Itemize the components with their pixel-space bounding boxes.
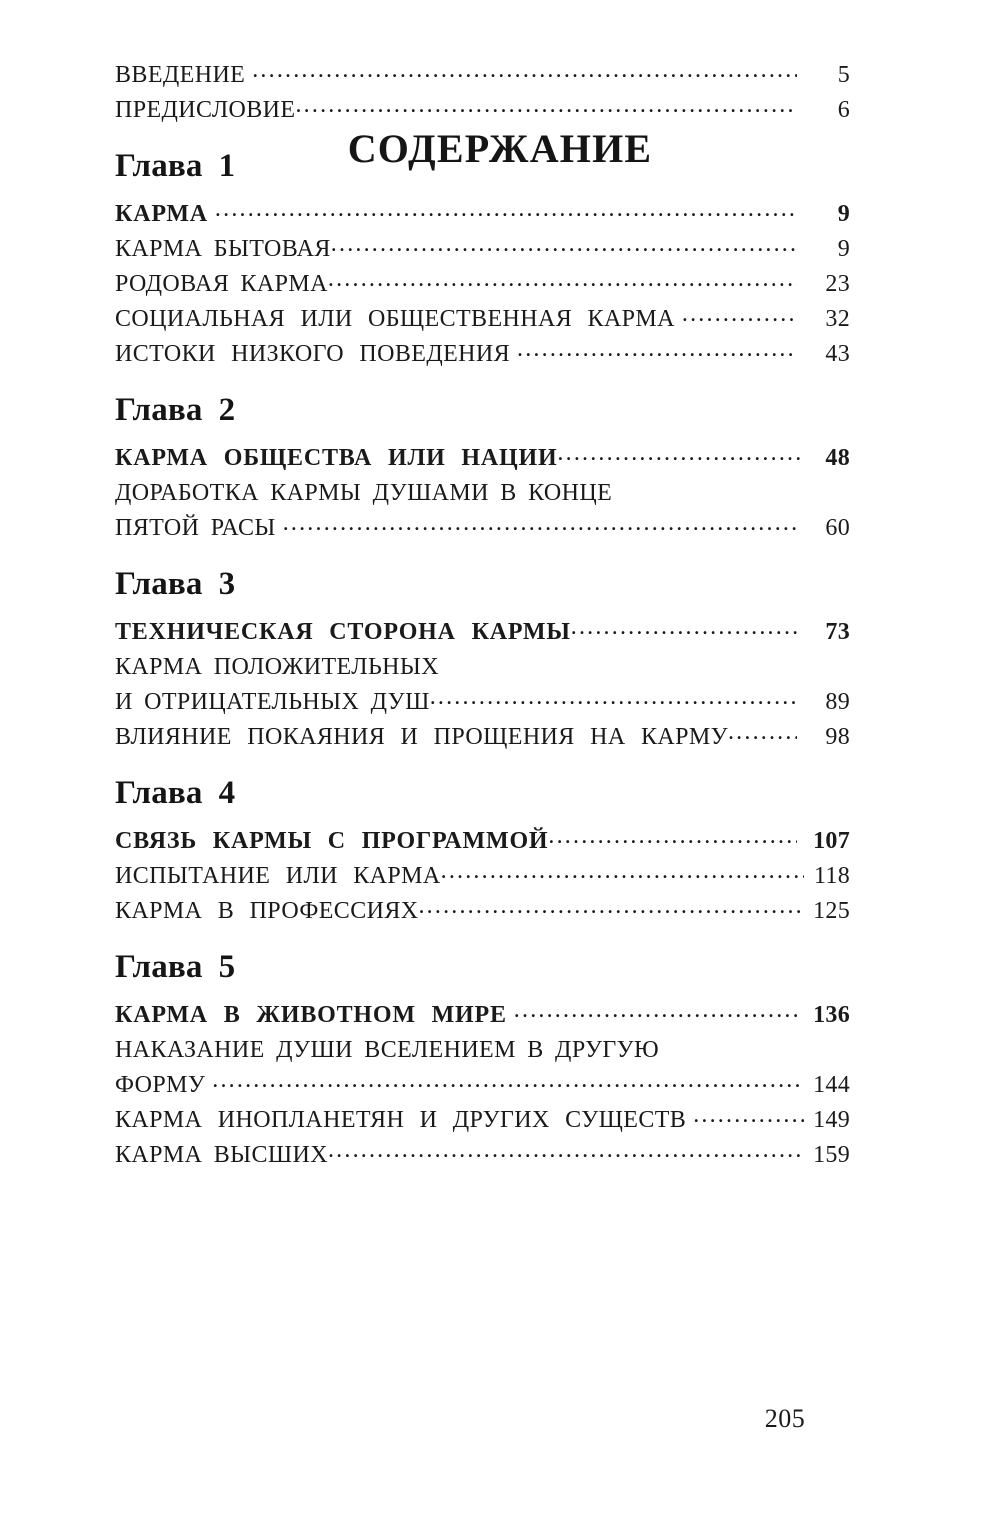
toc-entry[interactable] [115,337,850,372]
toc-dot-leader [693,1103,804,1127]
toc-entry[interactable] [115,1138,850,1173]
toc-entry[interactable] [115,824,850,859]
toc-entry[interactable] [115,197,850,232]
toc-dot-leader [215,197,797,221]
toc-entry-front-matter[interactable] [115,58,850,93]
toc-entry-page-number: 118 [813,863,850,889]
toc-entry-label: КАРМА ВЫСШИХ [115,1142,328,1168]
chapter-heading-number: 2 [218,392,236,428]
chapter-heading-word: Глава [115,148,203,184]
toc-dot-leader [548,824,797,848]
toc-entry-continuation [115,476,850,511]
toc-dot-leader [517,337,797,361]
page-title: СОДЕРЖАНИЕ [347,126,653,171]
chapter-heading-word: Глава [115,392,203,428]
toc-entry[interactable] [115,1068,850,1103]
toc-dot-leader [283,511,797,535]
toc-entry-label: ИСПЫТАНИЕ ИЛИ КАРМА [115,863,441,889]
toc-entry[interactable] [115,302,850,337]
chapter-heading [115,777,850,810]
page-folio [0,1404,1000,1434]
toc-entry-page-number: 48 [825,445,850,471]
chapter-heading-number: 5 [218,949,236,985]
toc-entry-label: ПРЕДИСЛОВИЕ [115,97,296,123]
toc-dot-leader [212,1068,804,1092]
toc-entry-label: КАРМА [115,201,208,227]
toc-entry-page-number: 107 [813,828,850,854]
toc-entry-page-number: 136 [813,1002,850,1028]
chapter-list [115,150,850,1173]
toc-entry-page-number: 9 [837,201,850,227]
toc-entry[interactable] [115,1103,850,1138]
toc-entry-label: ИСТОКИ НИЗКОГО ПОВЕДЕНИЯ [115,341,511,367]
toc-entry-page-number: 5 [837,62,850,88]
toc-entry-page-number: 9 [837,236,850,262]
toc-content [115,0,850,1173]
chapter-heading [115,568,850,601]
toc-entry[interactable] [115,720,850,755]
toc-entry-page-number: 149 [813,1107,850,1133]
chapter-heading-number: 1 [218,148,236,184]
chapter-heading [115,951,850,984]
toc-entry-label: РОДОВАЯ КАРМА [115,271,328,297]
toc-entry-label: ВЛИЯНИЕ ПОКАЯНИЯ И ПРОЩЕНИЯ НА КАРМУ [115,724,728,750]
toc-dot-leader [418,894,804,918]
chapter-heading-number: 3 [218,566,236,602]
toc-entry-label: НАКАЗАНИЕ ДУШИ ВСЕЛЕНИЕМ В ДРУГУЮ [115,1037,660,1063]
toc-entry-label: КАРМА ОБЩЕСТВА ИЛИ НАЦИИ [115,445,558,471]
toc-entry-label: СОЦИАЛЬНАЯ ИЛИ ОБЩЕСТВЕННАЯ КАРМА [115,306,675,332]
toc-entry[interactable] [115,511,850,546]
toc-dot-leader [430,685,797,709]
toc-entry[interactable] [115,232,850,267]
toc-entry-label: СВЯЗЬ КАРМЫ С ПРОГРАММОЙ [115,828,549,854]
chapter-heading [115,150,850,183]
toc-entry-page-number: 43 [825,341,850,367]
toc-entry[interactable] [115,615,850,650]
chapter-heading [115,394,850,427]
toc-entry-label: КАРМА БЫТОВАЯ [115,236,331,262]
toc-dot-leader [331,232,797,256]
toc-entry-label: КАРМА В ПРОФЕССИЯХ [115,898,419,924]
toc-entry[interactable] [115,894,850,929]
toc-entry-label: И ОТРИЦАТЕЛЬНЫХ ДУШ [115,689,430,715]
toc-dot-leader [728,720,797,744]
toc-entry-page-number: 98 [825,724,850,750]
toc-dot-leader [682,302,797,326]
toc-entry-label: ТЕХНИЧЕСКАЯ СТОРОНА КАРМЫ [115,619,571,645]
toc-entry-continuation [115,1033,850,1068]
toc-entry-page-number: 159 [813,1142,850,1168]
toc-entry[interactable] [115,859,850,894]
toc-entry-label: ДОРАБОТКА КАРМЫ ДУШАМИ В КОНЦЕ [115,480,613,506]
toc-entry-page-number: 73 [825,619,850,645]
toc-entry-front-matter[interactable] [115,93,850,128]
front-matter-list [115,58,850,128]
toc-entry-label: КАРМА ИНОПЛАНЕТЯН И ДРУГИХ СУЩЕСТВ [115,1107,687,1133]
toc-entry-page-number: 60 [825,515,850,541]
toc-entry-continuation [115,650,850,685]
toc-entry-page-number: 23 [825,271,850,297]
toc-dot-leader [571,615,797,639]
toc-entry[interactable] [115,685,850,720]
toc-entry[interactable] [115,998,850,1033]
chapter-heading-number: 4 [218,775,236,811]
toc-dot-leader [295,93,797,117]
toc-entry-label: КАРМА В ЖИВОТНОМ МИРЕ [115,1002,507,1028]
toc-dot-leader [328,267,797,291]
toc-dot-leader [441,859,804,883]
toc-entry-label: ВВЕДЕНИЕ [115,62,246,88]
toc-dot-leader [514,998,797,1022]
toc-entry-page-number: 32 [825,306,850,332]
folio-number: 205 [764,1404,806,1433]
toc-entry-label: ПЯТОЙ РАСЫ [115,515,276,541]
toc-entry-page-number: 125 [813,898,850,924]
toc-dot-leader [557,441,804,465]
chapter-heading-word: Глава [115,949,203,985]
toc-entry-page-number: 144 [813,1072,850,1098]
chapter-heading-word: Глава [115,775,203,811]
toc-dot-leader [328,1138,804,1162]
toc-entry-page-number: 89 [825,689,850,715]
toc-dot-leader [252,58,797,82]
toc-entry[interactable] [115,267,850,302]
toc-entry[interactable] [115,441,850,476]
toc-entry-page-number: 6 [837,97,850,123]
toc-entry-label: ФОРМУ [115,1072,206,1098]
toc-entry-label: КАРМА ПОЛОЖИТЕЛЬНЫХ [115,654,439,680]
chapter-heading-word: Глава [115,566,203,602]
